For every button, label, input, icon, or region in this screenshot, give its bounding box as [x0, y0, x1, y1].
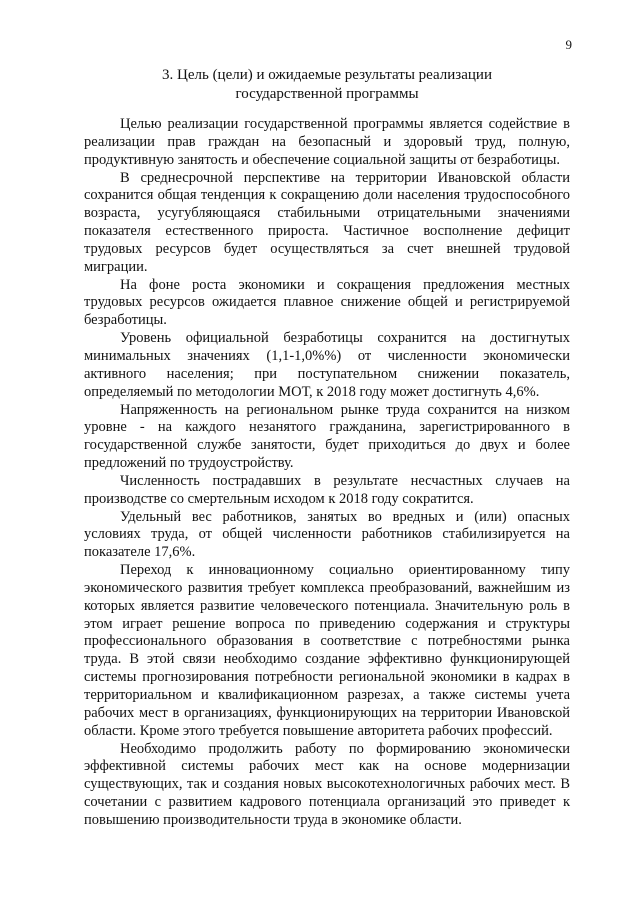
- paragraph-unemployment-trend: На фоне роста экономики и сокращения предложения местных трудовых ресурсов ожидается плавное снижение общей и регистрируемой безработицы.: [84, 276, 570, 329]
- body-text: [84, 116, 570, 830]
- paragraph-unemployment-level: Уровень официальной безработицы сохранится на достигнутых минимальных значениях (1,1-1,0%%) от численности экономически активного населения; при поступательном снижении показатель, определяемый по методологии МОТ, к 2018 году может достигнуть 4,6%.: [84, 330, 570, 400]
- section-heading-line-1: 3. Цель (цели) и ожидаемые результаты реализации: [162, 67, 492, 83]
- paragraph-workplaces: Необходимо продолжить работу по формированию экономически эффективной системы рабочих мест как на основе модернизации существующих, так и создания новых высокотехнологичных рабочих мест. В сочетании с развитием кадрового потенциала организаций это приведет к повышению производительности труда в экономике области.: [84, 740, 570, 828]
- paragraph-demography: В среднесрочной перспективе на территории Ивановской области сохранится общая тенденция к сокращению доли населения трудоспособного возраста, усугубляющаяся стабильными отрицательными значениями показателя естественного прироста. Частичное восполнение дефицит трудовых ресурсов будет осуществляться за счет внешней трудовой миграции.: [84, 169, 570, 275]
- page-number: 9: [565, 37, 572, 52]
- section-heading-line-2: государственной программы: [235, 86, 419, 102]
- paragraph-labor-market-tension: Напряженность на региональном рынке труда сохранится на низком уровне - на каждого незанятого гражданина, зарегистрированного в государственной службе занятости, будет приходиться до двух и более предложений по трудоустройству.: [84, 401, 570, 472]
- paragraph-workplace-accidents: Численность пострадавших в результате несчастных случаев на производстве со смертельным исходом к 2018 году сократится.: [84, 472, 570, 507]
- section-heading: [84, 66, 570, 104]
- paragraph-hazardous-conditions: Удельный вес работников, занятых во вредных и (или) опасных условиях труда, от общей численности работников стабилизируется на показателе 17,6%.: [84, 508, 570, 561]
- paragraph-goal: Целью реализации государственной программы является содействие в реализации прав граждан на безопасный и здоровый труд, полную, продуктивную занятость и обеспечение социальной защиты от безработицы.: [84, 116, 570, 168]
- paragraph-human-potential: Переход к инновационному социально ориентированному типу экономического развития требует комплекса преобразований, важнейшим из которых является развитие человеческого потенциала. Значительную роль в этом играет решение вопроса по приведению содержания и структуры профессионального образования в соответствие с потребностями рынка труда. В этой связи необходимо создание эффективно функционирующей системы прогнозирования потребности региональной экономики в кадрах в территориальном и квалификационном разрезах, а также системы учета рабочих мест в организациях, функционирующих на территории Ивановской области. Кроме этого требуется повышение авторитета рабочих профессий.: [84, 562, 570, 739]
